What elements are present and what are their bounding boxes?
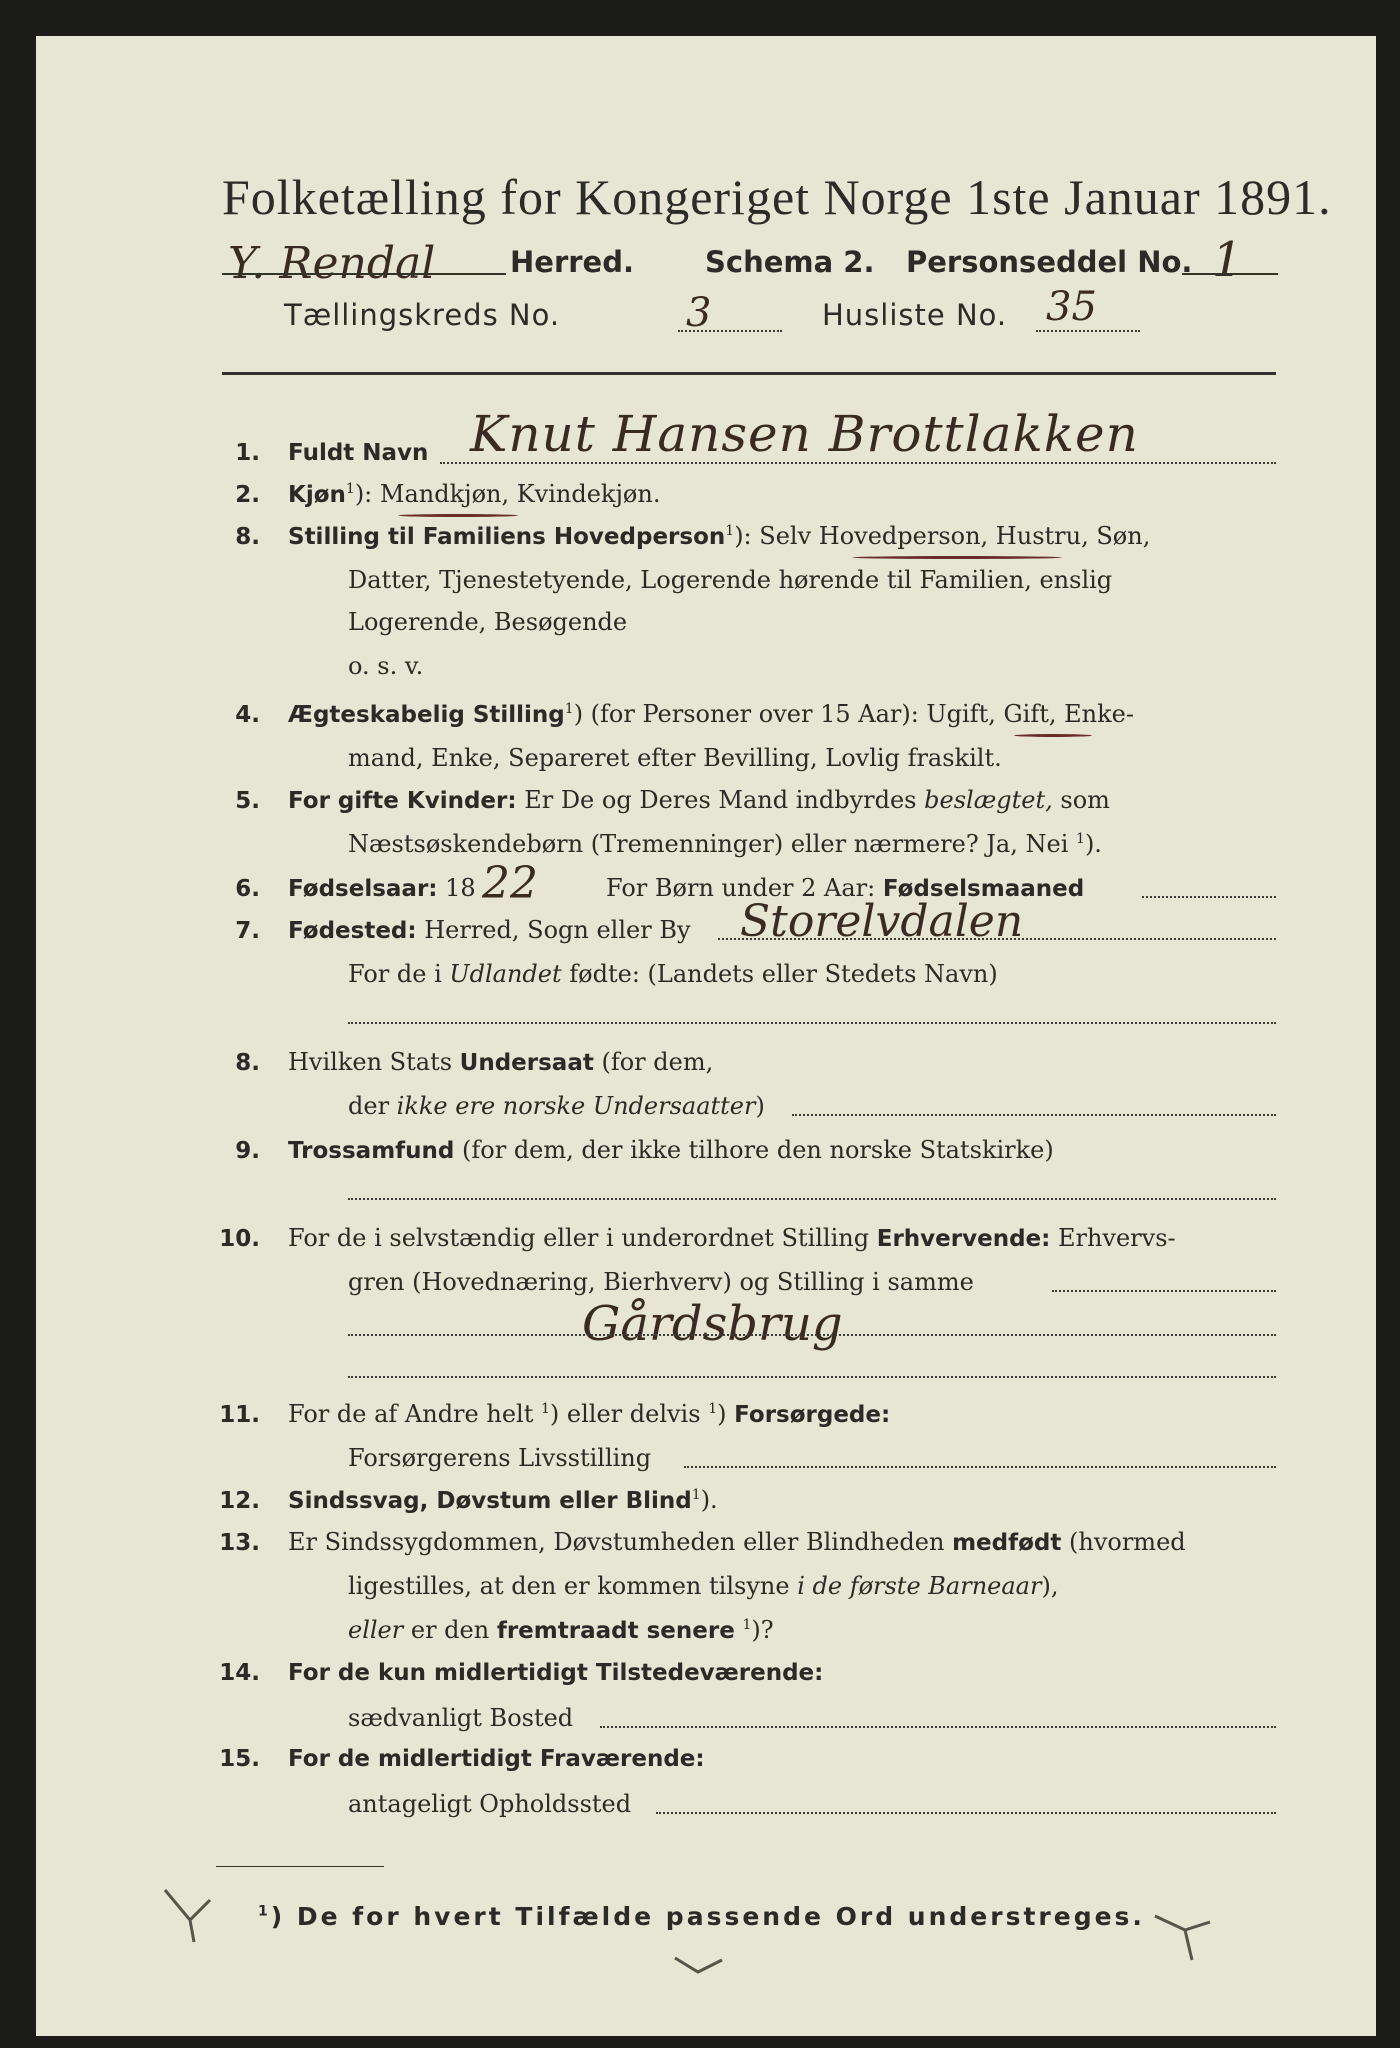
punctuation: ). xyxy=(1084,830,1102,858)
marital-label: Ægteskabelig Stilling xyxy=(288,702,565,728)
punctuation: ) xyxy=(755,1092,765,1120)
married-women-emphasis: beslægtet, xyxy=(924,786,1053,814)
item-number: 8. xyxy=(235,524,260,550)
birthplace-abroad-rest: fødte: (Landets eller Stedets Navn) xyxy=(561,960,998,988)
religion-label: Trossamfund xyxy=(288,1138,455,1164)
congenital-text: Er Sindssygdommen, Døvstumheden eller Blindheden xyxy=(288,1528,953,1556)
occupation-row xyxy=(288,1224,1176,1252)
item-number: 4. xyxy=(235,702,260,728)
item-number: 10. xyxy=(219,1226,260,1252)
occupation-line-b xyxy=(348,1334,1276,1336)
congenital-line3-emphasis: eller xyxy=(348,1616,404,1644)
family-position-selected: Selv Hovedperson xyxy=(759,522,981,550)
item-number: 5. xyxy=(235,788,260,814)
birthplace-label: Fødested: xyxy=(288,918,417,944)
birth-month-line xyxy=(1142,896,1276,898)
footnote-ref: 1 xyxy=(1076,831,1085,847)
footnote-marker: 1 xyxy=(258,1903,271,1920)
congenital-row xyxy=(288,1528,1186,1556)
temporary-present-label: For de kun midlertidigt Tilstedeværende: xyxy=(288,1660,824,1686)
item-number: 1. xyxy=(235,440,260,466)
item-number: 15. xyxy=(219,1746,260,1772)
item-number: 9. xyxy=(235,1138,260,1164)
birth-year-label: Fødselsaar: xyxy=(288,876,438,902)
citizenship-line2-emphasis: ikke ere norske Undersaatter xyxy=(396,1092,756,1120)
occupation-line2: gren (Hovednæring, Bierhverv) og Stilling i samme xyxy=(348,1268,974,1296)
separator: ) xyxy=(717,1400,735,1428)
pencil-tick-mark xyxy=(1150,1908,1220,1968)
citizenship-note: (for dem, xyxy=(593,1048,714,1076)
footnote-ref: 1 xyxy=(708,1401,718,1417)
gender-row xyxy=(288,480,660,508)
citizenship-line xyxy=(792,1114,1276,1116)
birthplace-abroad-emphasis: Udlandet xyxy=(449,960,562,988)
item-number: 14. xyxy=(219,1660,260,1686)
occupation-label: Erhvervende: xyxy=(876,1226,1051,1252)
kreds-value: 3 xyxy=(686,290,712,336)
birth-year-prefix: 18 xyxy=(437,874,476,902)
name-label: Fuldt Navn xyxy=(288,440,429,466)
birthplace-abroad xyxy=(348,960,998,988)
probable-residence: antageligt Opholdssted xyxy=(348,1790,632,1818)
item-number: 8. xyxy=(235,1050,260,1076)
footnote-text: ) De for hvert Tilfælde passende Ord understreges. xyxy=(270,1902,1145,1931)
family-position-row xyxy=(288,522,1150,550)
congenital-line2-text: ligestilles, at den er kommen tilsyne xyxy=(348,1572,798,1600)
footnote xyxy=(258,1902,1145,1931)
husliste-value: 35 xyxy=(1046,284,1097,330)
religion-row xyxy=(288,1136,1054,1164)
congenital-rest: (hvormed xyxy=(1061,1528,1186,1556)
birth-year-value: 22 xyxy=(482,858,538,909)
usual-residence-line xyxy=(600,1726,1276,1728)
religion-line xyxy=(348,1198,1276,1200)
religion-note: (for dem, der ikke tilhore den norske Statskirke) xyxy=(454,1136,1054,1164)
citizenship-text: Hvilken Stats xyxy=(288,1048,460,1076)
family-position-line2: Datter, Tjenestetyende, Logerende hørende til Familien, enslig xyxy=(348,566,1113,594)
citizenship-line2 xyxy=(348,1092,765,1120)
husliste-line xyxy=(1036,330,1140,332)
header-rule xyxy=(222,372,1276,375)
footnote-ref: 1 xyxy=(540,1401,550,1417)
footnote-ref: 1 xyxy=(691,1487,701,1503)
disability-row xyxy=(288,1486,718,1514)
congenital-line2-emphasis: i de første Barneaar xyxy=(797,1572,1042,1600)
birthplace-row xyxy=(288,916,691,944)
citizenship-line2-text: der xyxy=(348,1092,397,1120)
underline-male xyxy=(398,514,518,517)
congenital-label: medfødt xyxy=(952,1530,1062,1556)
citizenship-label: Undersaat xyxy=(459,1050,594,1076)
occupation-value: Gårdsbrug xyxy=(582,1296,843,1352)
married-women-line2 xyxy=(348,830,1102,858)
personseddel-line xyxy=(1182,273,1278,275)
kreds-label: Tællingskreds No. xyxy=(284,298,561,332)
schema-label: Schema 2. xyxy=(705,245,875,279)
congenital-line3-label: fremtraadt senere xyxy=(496,1618,735,1644)
gender-label: Kjøn xyxy=(288,482,346,508)
pencil-tick-mark xyxy=(670,1950,730,1990)
item-number: 12. xyxy=(219,1488,260,1514)
supported-text: For de af Andre helt xyxy=(288,1400,541,1428)
birth-month-note: For Børn under 2 Aar: xyxy=(606,874,883,902)
congenital-line3-text: er den xyxy=(403,1616,497,1644)
supported-row xyxy=(288,1400,890,1428)
footnote-ref: 1 xyxy=(564,701,574,717)
kreds-line xyxy=(678,330,782,332)
marital-row xyxy=(288,700,1134,728)
item-number: 2. xyxy=(235,482,260,508)
census-form-page xyxy=(36,36,1376,2036)
temporary-absent-label: For de midlertidigt Fraværende: xyxy=(288,1746,705,1772)
married-women-rest: som xyxy=(1052,786,1110,814)
occupation-line-c xyxy=(348,1376,1276,1378)
family-position-label: Stilling til Familiens Hovedperson xyxy=(288,524,726,550)
gender-option-female: , Kvindekjøn. xyxy=(501,480,661,508)
item-number: 11. xyxy=(219,1402,260,1428)
footnote-rule xyxy=(216,1866,384,1867)
occupation-text: For de i selvstændig eller i underordnet Stilling xyxy=(288,1224,877,1252)
occupation-rest: Erhvervs- xyxy=(1050,1224,1176,1252)
birthplace-abroad-line xyxy=(348,1022,1276,1024)
family-position-options: , Hustru, Søn, xyxy=(980,522,1151,550)
married-women-line2-text: Næstsøskendebørn (Tremenninger) eller nærmere? Ja, Nei xyxy=(348,830,1077,858)
marital-line2: mand, Enke, Separeret efter Bevilling, Lovlig fraskilt. xyxy=(348,744,1002,772)
supported-label: Forsørgede: xyxy=(734,1402,891,1428)
item-number: 7. xyxy=(235,918,260,944)
separator: ): xyxy=(734,522,760,550)
footnote-ref: 1 xyxy=(345,481,355,497)
herred-line xyxy=(222,273,506,275)
probable-residence-line xyxy=(656,1812,1276,1814)
married-women-question: Er De og Deres Mand indbyrdes xyxy=(516,786,925,814)
item-number: 6. xyxy=(235,876,260,902)
personseddel-label: Personseddel No. xyxy=(906,245,1193,279)
supporter-occupation: Forsørgerens Livsstilling xyxy=(348,1444,652,1472)
footnote-ref: 1 xyxy=(742,1617,752,1633)
birthplace-value: Storelvdalen xyxy=(740,896,1024,947)
supported-text-mid: ) eller delvis xyxy=(549,1400,709,1428)
name-value: Knut Hansen Brottlakken xyxy=(470,405,1139,463)
separator: ): xyxy=(354,480,380,508)
form-title: Folketælling for Kongeriget Norge 1ste Januar 1891. xyxy=(222,169,1332,225)
underline-ugift xyxy=(1014,734,1092,737)
item-number: 13. xyxy=(219,1530,260,1556)
usual-residence: sædvanligt Bosted xyxy=(348,1704,574,1732)
birth-year-row xyxy=(288,874,476,902)
punctuation: ), xyxy=(1041,1572,1059,1600)
personseddel-value: 1 xyxy=(1212,232,1243,288)
family-position-line3: Logerende, Besøgende xyxy=(348,608,628,636)
herred-label: Herred. xyxy=(510,245,634,279)
gender-option-male: Mandkjøn xyxy=(379,480,502,508)
birth-month-label: Fødselsmaaned xyxy=(882,876,1085,902)
pencil-tick-mark xyxy=(160,1880,220,1950)
family-position-line4: o. s. v. xyxy=(348,652,424,680)
married-women-row xyxy=(288,786,1110,814)
marital-selected: Ugift xyxy=(926,700,989,728)
marital-note: ) (for Personer over 15 Aar): xyxy=(573,700,927,728)
husliste-label: Husliste No. xyxy=(822,298,1008,332)
citizenship-row xyxy=(288,1048,713,1076)
birthplace-abroad-text: For de i xyxy=(348,960,450,988)
punctuation: )? xyxy=(751,1616,774,1644)
herred-value: Y. Rendal xyxy=(228,238,436,289)
punctuation: ). xyxy=(700,1486,718,1514)
underline-hovedperson xyxy=(852,556,1062,559)
birthplace-note: Herred, Sogn eller By xyxy=(416,916,691,944)
married-women-label: For gifte Kvinder: xyxy=(288,788,517,814)
congenital-line2 xyxy=(348,1572,1058,1600)
congenital-line3 xyxy=(348,1616,774,1644)
disability-label: Sindssvag, Døvstum eller Blind xyxy=(288,1488,692,1514)
supporter-line xyxy=(684,1466,1276,1468)
footnote-ref: 1 xyxy=(725,523,735,539)
occupation-line-a xyxy=(1052,1290,1276,1292)
marital-options: , Gift, Enke- xyxy=(988,700,1134,728)
